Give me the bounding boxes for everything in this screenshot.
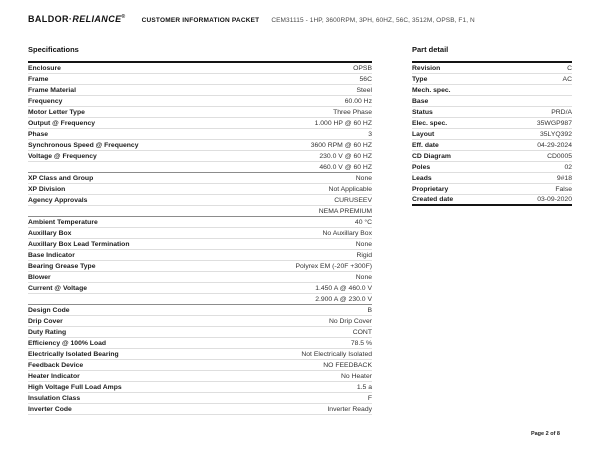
page-number: Page 2 of 8 xyxy=(530,431,560,437)
spec-label: XP Class and Group xyxy=(28,174,94,182)
part-detail-value: 9#18 xyxy=(556,174,572,182)
part-detail-row xyxy=(412,107,572,118)
part-detail-label: Leads xyxy=(412,174,432,182)
spec-value: 2.900 A @ 230.0 V xyxy=(315,295,372,303)
spec-group-general xyxy=(28,63,372,173)
spec-row xyxy=(28,151,372,162)
spec-label: XP Division xyxy=(28,185,66,193)
spec-row xyxy=(28,129,372,140)
part-detail-title: Part detail xyxy=(412,45,449,54)
spec-label: Heater Indicator xyxy=(28,372,80,380)
logo-separator: · xyxy=(68,14,73,24)
specifications-section xyxy=(28,45,372,415)
spec-value: 3 xyxy=(368,130,372,138)
spec-value: Polyrex EM (-20F +300F) xyxy=(295,262,372,270)
part-detail-label: Poles xyxy=(412,163,431,171)
spec-row xyxy=(28,162,372,173)
spec-value: 3600 RPM @ 60 HZ xyxy=(310,141,372,149)
spec-row xyxy=(28,360,372,371)
spec-label: Base Indicator xyxy=(28,251,75,259)
spec-label: Frame xyxy=(28,75,49,83)
part-detail-label: Elec. spec. xyxy=(412,119,448,127)
specifications-title: Specifications xyxy=(28,45,79,54)
part-detail-value: 35WGP987 xyxy=(536,119,572,127)
spec-row xyxy=(28,74,372,85)
spec-value: B xyxy=(367,306,372,314)
spec-value: None xyxy=(355,273,372,281)
spec-row xyxy=(28,195,372,206)
spec-label: Frequency xyxy=(28,97,63,105)
part-detail-label: Mech. spec. xyxy=(412,86,451,94)
spec-value: 78.5 % xyxy=(350,339,372,347)
spec-value: No Heater xyxy=(341,372,372,380)
part-detail-row xyxy=(412,118,572,129)
spec-group-xp-approvals xyxy=(28,173,372,217)
part-detail-value: 02 xyxy=(564,163,572,171)
spec-row xyxy=(28,393,372,404)
spec-value: Three Phase xyxy=(333,108,372,116)
spec-value: NEMA PREMIUM xyxy=(318,207,372,215)
spec-value: 1.5 a xyxy=(356,383,372,391)
spec-row xyxy=(28,261,372,272)
part-detail-label: Created date xyxy=(412,196,454,203)
spec-group-mechanical xyxy=(28,217,372,305)
part-detail-value: AC xyxy=(562,75,572,83)
part-detail-label: Eff. date xyxy=(412,141,439,149)
part-detail-row xyxy=(412,96,572,107)
part-detail-value: CD0005 xyxy=(547,152,572,160)
spec-value: Not Electrically Isolated xyxy=(301,350,372,358)
spec-label: Blower xyxy=(28,273,51,281)
document-title: CUSTOMER INFORMATION PACKET xyxy=(141,17,260,24)
spec-row xyxy=(28,272,372,283)
spec-label: High Voltage Full Load Amps xyxy=(28,383,122,391)
spec-value: None xyxy=(355,174,372,182)
spec-row xyxy=(28,217,372,228)
part-detail-label: Type xyxy=(412,75,428,83)
spec-value: No Drip Cover xyxy=(328,317,372,325)
spec-row xyxy=(28,228,372,239)
spec-label: Frame Material xyxy=(28,86,76,94)
spec-label: Duty Rating xyxy=(28,328,67,336)
part-detail-value: False xyxy=(555,185,572,193)
spec-value: F xyxy=(367,394,372,402)
spec-value: Steel xyxy=(356,86,372,94)
spec-row xyxy=(28,371,372,382)
spec-label: Ambient Temperature xyxy=(28,218,98,226)
spec-label: Auxillary Box Lead Termination xyxy=(28,240,130,248)
spec-label: Synchronous Speed @ Frequency xyxy=(28,141,139,149)
spec-row xyxy=(28,338,372,349)
part-detail-row xyxy=(412,151,572,162)
spec-label: Insulation Class xyxy=(28,394,81,402)
spec-row xyxy=(28,382,372,393)
spec-row xyxy=(28,173,372,184)
spec-value: OPSB xyxy=(353,64,372,72)
spec-value: 460.0 V @ 60 HZ xyxy=(319,163,372,171)
spec-value: CURUSEEV xyxy=(334,196,372,204)
part-detail-row xyxy=(412,129,572,140)
logo-baldor-text: BALDOR xyxy=(28,14,69,24)
part-detail-row xyxy=(412,140,572,151)
product-code: CEM31115 - 1HP, 3600RPM, 3PH, 60HZ, 56C, 3512M, OPSB, F1, N xyxy=(271,17,475,24)
part-detail-value: C xyxy=(567,64,572,72)
spec-value: 40 °C xyxy=(354,218,372,226)
part-detail-row xyxy=(412,63,572,74)
part-detail-row xyxy=(412,162,572,173)
spec-row xyxy=(28,239,372,250)
spec-label: Drip Cover xyxy=(28,317,63,325)
specifications-table xyxy=(28,61,372,415)
part-detail-label: CD Diagram xyxy=(412,152,451,160)
logo-reliance-text: RELIANCE xyxy=(72,14,122,24)
part-detail-value: 04-29-2024 xyxy=(537,141,572,149)
spec-row xyxy=(28,63,372,74)
part-detail-value: 03-09-2020 xyxy=(537,196,572,203)
spec-value: NO FEEDBACK xyxy=(323,361,372,369)
part-detail-row xyxy=(412,74,572,85)
spec-label: Bearing Grease Type xyxy=(28,262,96,270)
spec-label: Efficiency @ 100% Load xyxy=(28,339,107,347)
spec-label: Enclosure xyxy=(28,64,61,72)
spec-value: 56C xyxy=(359,75,372,83)
spec-value: No Auxillary Box xyxy=(322,229,372,237)
spec-value: 230.0 V @ 60 HZ xyxy=(319,152,372,160)
spec-label: Feedback Device xyxy=(28,361,84,369)
part-detail-row xyxy=(412,173,572,184)
spec-label: Voltage @ Frequency xyxy=(28,152,97,160)
part-detail-label: Revision xyxy=(412,64,441,72)
spec-row xyxy=(28,283,372,294)
spec-row xyxy=(28,96,372,107)
part-detail-label: Base xyxy=(412,97,429,105)
spec-row xyxy=(28,85,372,96)
spec-value: 1.000 HP @ 60 HZ xyxy=(314,119,372,127)
content-area xyxy=(28,45,572,415)
spec-label: Current @ Voltage xyxy=(28,284,87,292)
spec-value: 60.00 Hz xyxy=(344,97,372,105)
spec-row xyxy=(28,107,372,118)
spec-row xyxy=(28,206,372,217)
spec-row xyxy=(28,118,372,129)
spec-value: Rigid xyxy=(356,251,372,259)
spec-row xyxy=(28,184,372,195)
spec-value: 1.450 A @ 460.0 V xyxy=(315,284,372,292)
baldor-reliance-logo xyxy=(28,14,126,24)
spec-row xyxy=(28,250,372,261)
spec-label: Phase xyxy=(28,130,49,138)
spec-row xyxy=(28,404,372,415)
page-header xyxy=(28,14,580,24)
spec-label: Auxillary Box xyxy=(28,229,72,237)
spec-row xyxy=(28,349,372,360)
spec-value: Not Applicable xyxy=(328,185,372,193)
part-detail-label: Proprietary xyxy=(412,185,449,193)
spec-row xyxy=(28,140,372,151)
part-detail-label: Layout xyxy=(412,130,435,138)
spec-label: Inverter Code xyxy=(28,405,72,413)
part-detail-label: Status xyxy=(412,108,433,116)
spec-row xyxy=(28,305,372,316)
part-detail-value: 35LYQ392 xyxy=(540,130,572,138)
part-detail-section xyxy=(412,45,572,415)
registered-trademark-icon: ® xyxy=(121,14,126,20)
spec-label: Design Code xyxy=(28,306,70,314)
spec-row xyxy=(28,294,372,305)
spec-value: Inverter Ready xyxy=(327,405,372,413)
spec-label: Agency Approvals xyxy=(28,196,88,204)
spec-row xyxy=(28,316,372,327)
spec-value: CONT xyxy=(352,328,372,336)
spec-label: Output @ Frequency xyxy=(28,119,96,127)
part-detail-table xyxy=(412,61,572,206)
spec-row xyxy=(28,327,372,338)
part-detail-row xyxy=(412,195,572,206)
part-detail-row xyxy=(412,85,572,96)
spec-group-electrical xyxy=(28,305,372,415)
part-detail-value: PRD/A xyxy=(551,108,572,116)
spec-value: None xyxy=(355,240,372,248)
spec-label: Electrically Isolated Bearing xyxy=(28,350,119,358)
spec-label: Motor Letter Type xyxy=(28,108,85,116)
